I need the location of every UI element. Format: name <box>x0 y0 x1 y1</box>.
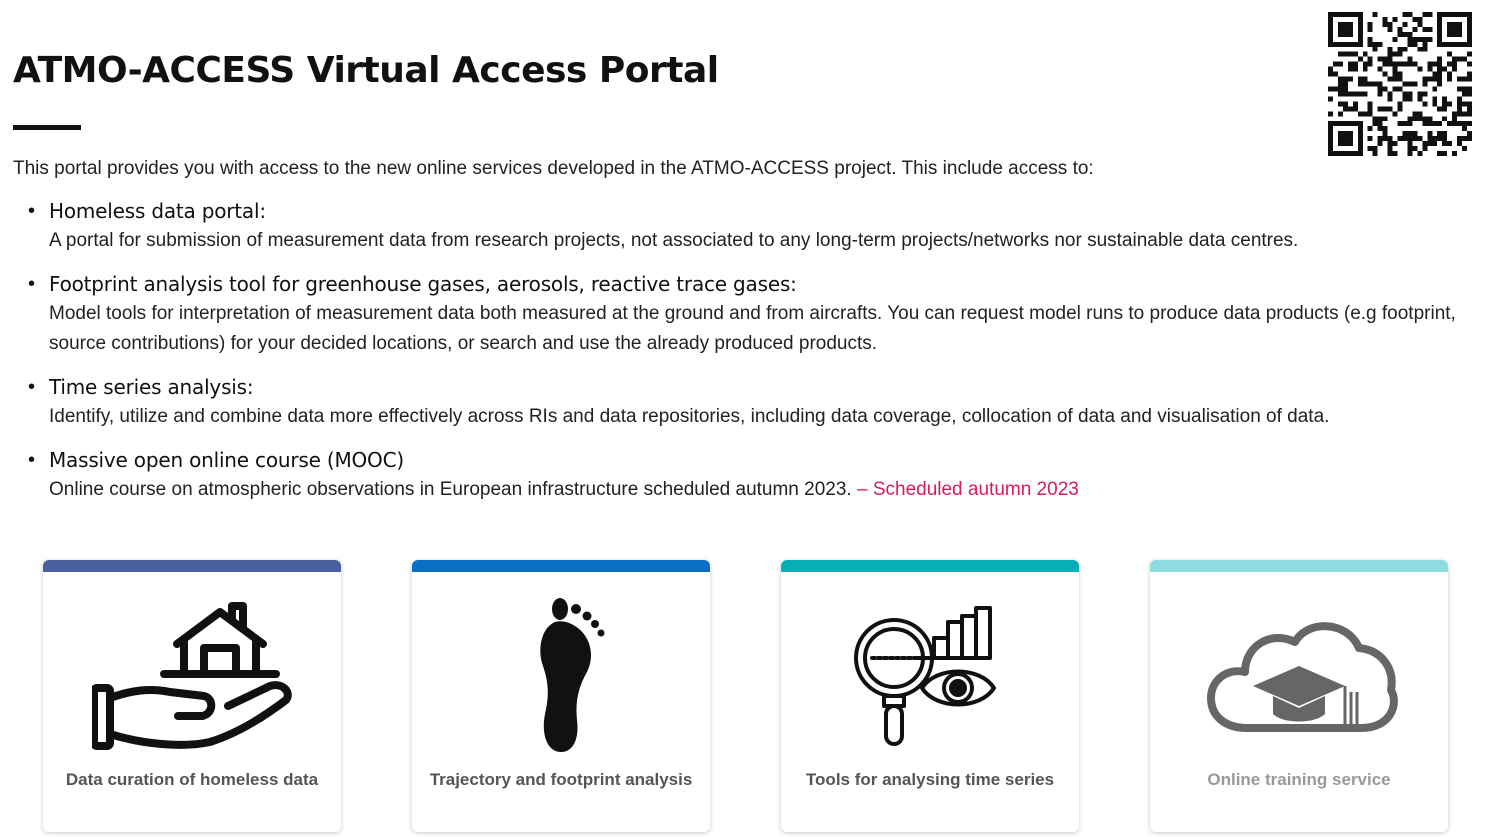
card-homeless-data[interactable] <box>43 560 341 832</box>
feature-item <box>26 196 1506 256</box>
card-online-training[interactable] <box>1150 560 1448 832</box>
feature-item <box>26 445 1506 505</box>
feature-item <box>26 372 1506 432</box>
feature-description: Model tools for interpretation of measurement data both measured at the ground and from aircrafts. You can request model runs to produce data products (e.g footprint, source contributions) for your decided locations, or search and use the already produced products. <box>49 303 1456 354</box>
bullet: • <box>28 376 36 398</box>
intro-text: This portal provides you with access to the new online services developed in the ATMO-ACCESS project. This include access to: <box>13 158 1094 179</box>
card-accent-bar <box>1150 560 1448 572</box>
feature-description: A portal for submission of measurement data from research projects, not associated to any long-term projects/networks nor sustainable data centres. <box>49 230 1299 251</box>
hand-house-icon <box>92 592 292 752</box>
card-label: Trajectory and footprint analysis <box>429 770 693 789</box>
feature-heading: Footprint analysis tool for greenhouse gases, aerosols, reactive trace gases: <box>49 272 797 296</box>
footprint-icon <box>461 592 661 752</box>
card-time-series[interactable] <box>781 560 1079 832</box>
feature-heading: Homeless data portal: <box>49 199 266 223</box>
qr-code <box>1328 12 1472 156</box>
feature-description <box>49 475 1506 505</box>
magnifier-chart-eye-icon <box>830 592 1030 752</box>
card-label: Data curation of homeless data <box>65 770 319 789</box>
feature-list <box>26 196 1506 518</box>
feature-heading: Time series analysis: <box>49 375 254 399</box>
feature-heading: Massive open online course (MOOC) <box>49 448 404 472</box>
scheduled-note: – Scheduled autumn 2023 <box>856 479 1079 500</box>
title-underline <box>13 125 81 130</box>
feature-description: Identify, utilize and combine data more effectively across RIs and data repositories, including data coverage, collocation of data and visualisation of data. <box>49 406 1330 427</box>
card-label: Tools for analysing time series <box>805 770 1055 789</box>
cloud-graduation-cap-icon <box>1199 592 1399 752</box>
card-label: Online training service <box>1207 770 1391 789</box>
feature-description-text: Online course on atmospheric observations in European infrastructure scheduled autumn 2023. <box>49 479 852 500</box>
bullet: • <box>28 449 36 471</box>
card-accent-bar <box>43 560 341 572</box>
card-footprint[interactable] <box>412 560 710 832</box>
card-accent-bar <box>781 560 1079 572</box>
bullet: • <box>28 200 36 222</box>
feature-item <box>26 269 1506 359</box>
page-title: ATMO-ACCESS Virtual Access Portal <box>13 50 719 91</box>
card-accent-bar <box>412 560 710 572</box>
bullet: • <box>28 273 36 295</box>
